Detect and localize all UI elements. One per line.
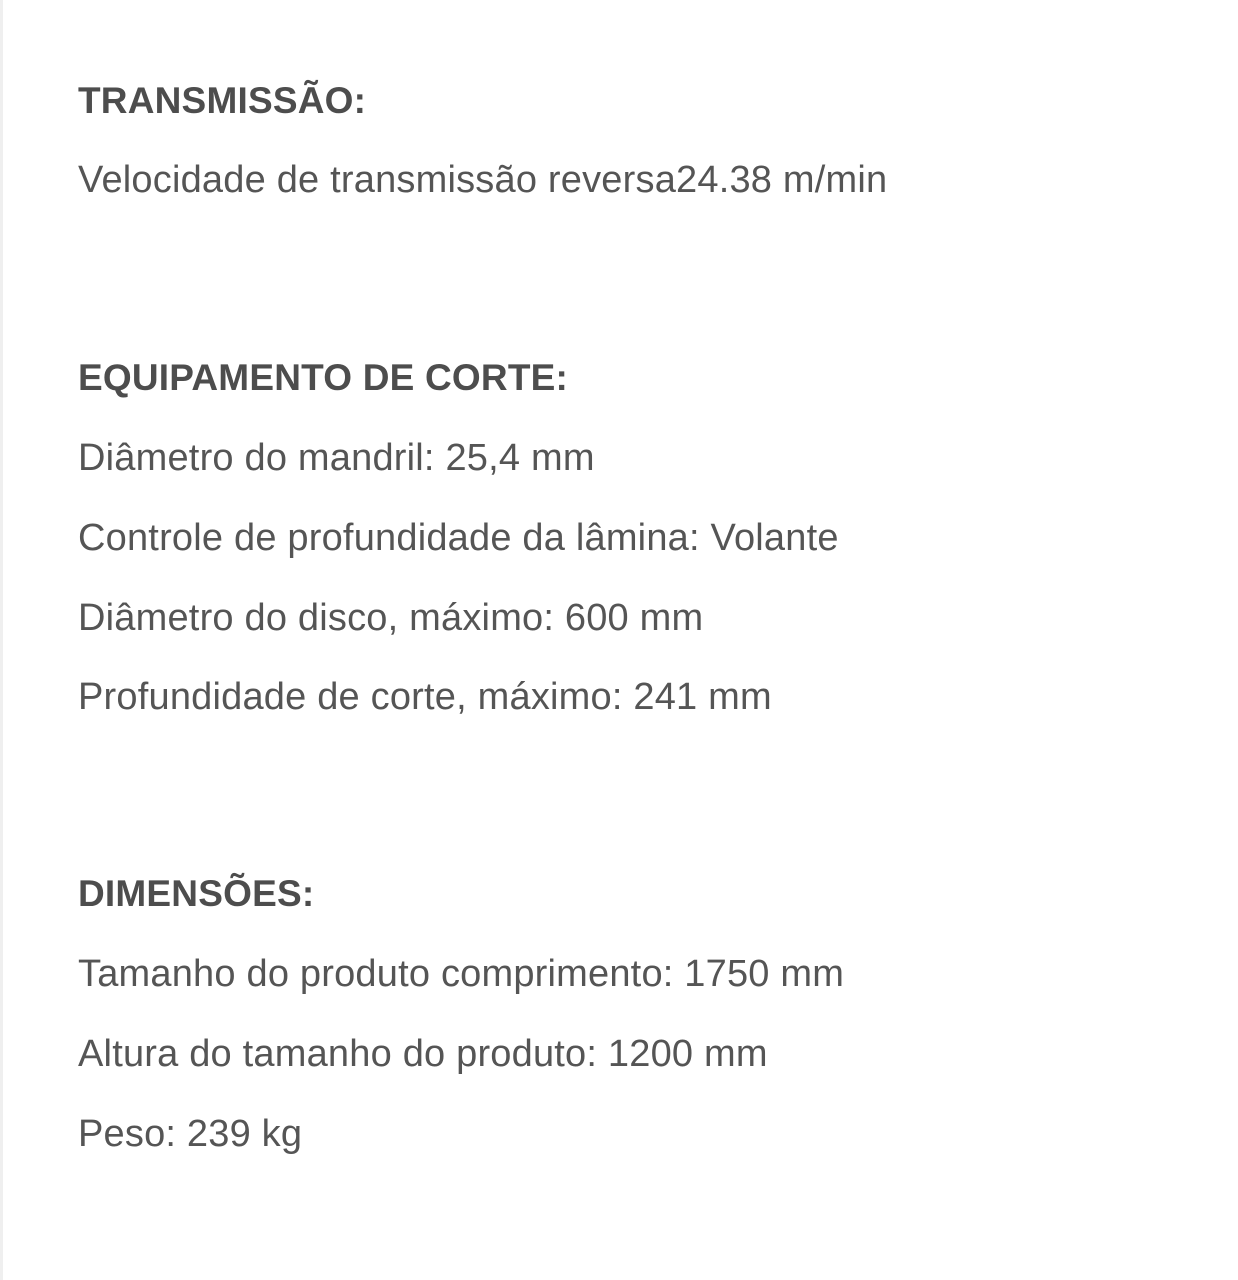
spec-line: Controle de profundidade da lâmina: Volante <box>78 517 839 559</box>
spec-line: Diâmetro do mandril: 25,4 mm <box>78 437 595 479</box>
spec-line: Diâmetro do disco, máximo: 600 mm <box>78 597 704 639</box>
section-title-transmission: TRANSMISSÃO: <box>78 80 367 121</box>
page-border <box>0 0 3 1280</box>
spec-line: Altura do tamanho do produto: 1200 mm <box>78 1033 768 1075</box>
spec-line: Velocidade de transmissão reversa24.38 m/min <box>78 159 888 201</box>
section-title-dimensions: DIMENSÕES: <box>78 873 315 914</box>
spec-line: Peso: 239 kg <box>78 1113 303 1155</box>
spec-line: Tamanho do produto comprimento: 1750 mm <box>78 953 845 995</box>
section-title-cutting-equipment: EQUIPAMENTO DE CORTE: <box>78 357 569 398</box>
spec-line: Profundidade de corte, máximo: 241 mm <box>78 676 772 718</box>
